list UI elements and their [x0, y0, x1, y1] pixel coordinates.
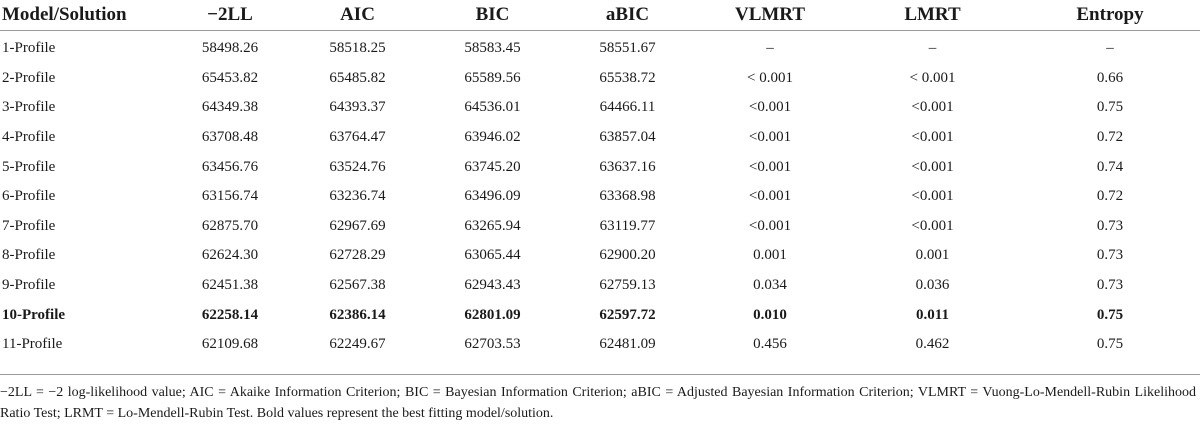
cell-model: 6-Profile — [2, 188, 56, 205]
cell-abic: 58551.67 — [599, 40, 656, 57]
cell-aic: 63524.76 — [329, 158, 386, 175]
cell-aic: 64393.37 — [329, 99, 386, 116]
cell-vlmrt: 0.001 — [753, 247, 787, 264]
table-header — [0, 0, 1200, 31]
cell-model: 4-Profile — [2, 129, 56, 146]
cell-aic: 58518.25 — [329, 40, 386, 57]
cell-vlmrt: <0.001 — [748, 129, 792, 146]
cell-entropy: – — [1106, 40, 1114, 57]
cell-bic: 63265.94 — [464, 217, 521, 234]
cell-model: 11-Profile — [2, 336, 63, 353]
header-lmrt: LMRT — [904, 4, 961, 25]
cell-abic: 63368.98 — [599, 188, 656, 205]
cell-vlmrt: – — [766, 40, 774, 57]
cell-bic: 62801.09 — [464, 306, 521, 323]
cell-abic: 62481.09 — [599, 336, 656, 353]
cell-model: 8-Profile — [2, 247, 56, 264]
header-abic: aBIC — [605, 4, 650, 25]
cell-abic: 62900.20 — [599, 247, 656, 264]
cell-bic: 62943.43 — [464, 277, 521, 294]
cell-model: 3-Profile — [2, 99, 56, 116]
cell-lmrt: 0.011 — [916, 306, 949, 323]
cell-aic: 62386.14 — [329, 306, 386, 323]
table-row — [0, 182, 1200, 212]
cell-vlmrt: <0.001 — [748, 217, 792, 234]
cell-aic: 65485.82 — [329, 69, 386, 86]
cell-lmrt: <0.001 — [911, 99, 954, 116]
cell-abic: 63637.16 — [599, 158, 656, 175]
cell-vlmrt: 0.010 — [753, 306, 787, 323]
table-row — [0, 271, 1200, 301]
table-row — [0, 300, 1200, 330]
cell-model: 9-Profile — [2, 277, 56, 294]
header-neg2ll: −2LL — [207, 4, 253, 25]
cell-entropy: 0.75 — [1096, 306, 1124, 323]
cell-lmrt: 0.036 — [915, 277, 950, 294]
footnote-divider — [0, 374, 1200, 375]
header-entropy: Entropy — [1076, 4, 1144, 25]
header-aic: AIC — [340, 4, 375, 25]
header-bic: BIC — [475, 4, 510, 25]
cell-model: 7-Profile — [2, 217, 56, 234]
cell-neg2ll: 63156.74 — [201, 188, 259, 205]
cell-aic: 63764.47 — [329, 129, 386, 146]
cell-vlmrt: <0.001 — [748, 99, 792, 116]
table-row — [0, 64, 1200, 94]
table-row — [0, 152, 1200, 182]
cell-lmrt: <0.001 — [911, 158, 954, 175]
table-footnote: −2LL = −2 log-likelihood value; AIC = Akaike Information Criterion; BIC = Bayesian Information Criterion; aBIC = Adjusted Bayesian Information Criterion; VLMRT = Vuong-Lo-Mendell-Rubin Likelihood Ratio Test; LRMT = Lo-Mendell-Rubin Test. Bold values represent the best fitting model/solution. — [0, 385, 1196, 421]
cell-neg2ll: 62624.30 — [201, 247, 259, 264]
header-row — [0, 0, 1200, 31]
cell-entropy: 0.73 — [1096, 247, 1124, 264]
cell-bic: 62703.53 — [464, 336, 521, 353]
cell-neg2ll: 64349.38 — [201, 99, 259, 116]
cell-entropy: 0.72 — [1096, 129, 1124, 146]
cell-bic: 64536.01 — [464, 99, 521, 116]
cell-bic: 63496.09 — [464, 188, 521, 205]
cell-model: 10-Profile — [2, 306, 66, 323]
cell-entropy: 0.75 — [1096, 99, 1124, 116]
cell-neg2ll: 58498.26 — [201, 40, 259, 57]
cell-neg2ll: 63456.76 — [201, 158, 259, 175]
cell-abic: 64466.11 — [599, 99, 656, 116]
cell-neg2ll: 63708.48 — [201, 129, 259, 146]
cell-model: 5-Profile — [2, 158, 56, 175]
cell-vlmrt: 0.456 — [753, 336, 787, 353]
header-vlmrt: VLMRT — [734, 4, 806, 25]
cell-entropy: 0.73 — [1096, 277, 1124, 294]
cell-neg2ll: 62451.38 — [201, 277, 259, 294]
cell-abic: 62759.13 — [599, 277, 656, 294]
cell-abic: 65538.72 — [599, 69, 656, 86]
cell-bic: 58583.45 — [464, 40, 521, 57]
cell-lmrt: 0.462 — [915, 336, 950, 353]
cell-aic: 62249.67 — [329, 336, 386, 353]
cell-entropy: 0.66 — [1096, 69, 1124, 86]
cell-neg2ll: 65453.82 — [201, 69, 259, 86]
cell-model: 1-Profile — [2, 40, 56, 57]
table-body — [0, 31, 1200, 360]
cell-entropy: 0.72 — [1096, 188, 1124, 205]
cell-neg2ll: 62875.70 — [201, 217, 259, 234]
cell-aic: 62567.38 — [329, 277, 386, 294]
cell-bic: 63745.20 — [464, 158, 521, 175]
cell-model: 2-Profile — [2, 69, 56, 86]
cell-lmrt: <0.001 — [911, 188, 954, 205]
cell-vlmrt: <0.001 — [748, 158, 792, 175]
cell-neg2ll: 62109.68 — [201, 336, 259, 353]
table-row — [0, 123, 1200, 153]
cell-entropy: 0.74 — [1096, 158, 1124, 175]
table-row — [0, 330, 1200, 360]
table-row — [0, 212, 1200, 242]
table-row — [0, 241, 1200, 271]
cell-lmrt: – — [928, 40, 937, 57]
table-row — [0, 31, 1200, 64]
cell-lmrt: <0.001 — [911, 129, 954, 146]
cell-entropy: 0.73 — [1096, 217, 1124, 234]
cell-vlmrt: <0.001 — [748, 188, 792, 205]
cell-abic: 62597.72 — [599, 306, 656, 323]
cell-bic: 63065.44 — [464, 247, 521, 264]
cell-abic: 63119.77 — [599, 217, 656, 234]
cell-vlmrt: 0.034 — [753, 277, 787, 294]
cell-aic: 62967.69 — [329, 217, 386, 234]
cell-lmrt: 0.001 — [915, 247, 950, 264]
cell-abic: 63857.04 — [599, 129, 656, 146]
cell-bic: 63946.02 — [464, 129, 521, 146]
cell-lmrt: < 0.001 — [909, 69, 956, 86]
cell-neg2ll: 62258.14 — [201, 306, 259, 323]
cell-bic: 65589.56 — [464, 69, 521, 86]
cell-vlmrt: < 0.001 — [747, 69, 793, 86]
header-model-solution: Model/Solution — [2, 4, 127, 25]
cell-entropy: 0.75 — [1096, 336, 1124, 353]
cell-lmrt: <0.001 — [911, 217, 954, 234]
cell-aic: 62728.29 — [329, 247, 386, 264]
table-row — [0, 93, 1200, 123]
cell-aic: 63236.74 — [329, 188, 386, 205]
